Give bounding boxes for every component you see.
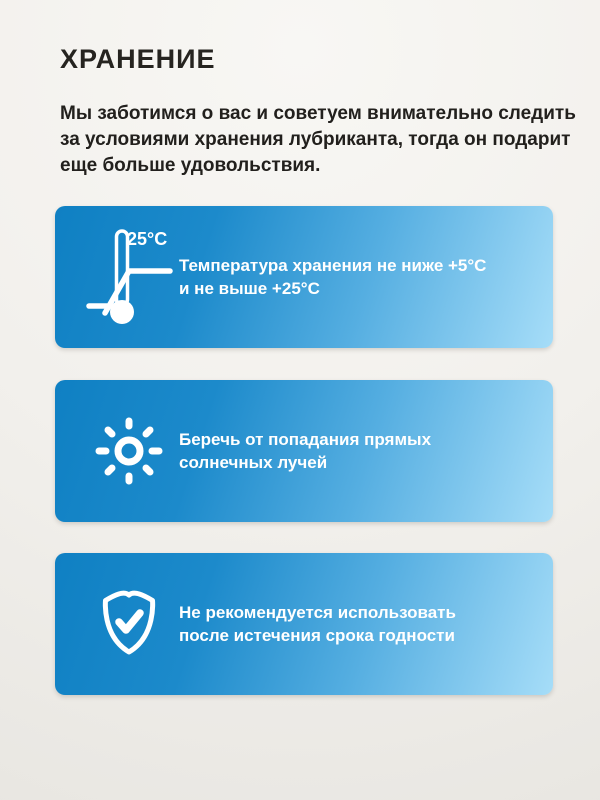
card-sunlight bbox=[55, 380, 553, 522]
sun-icon bbox=[91, 413, 167, 489]
sun-icon-box bbox=[79, 395, 178, 507]
card-expiry-text bbox=[178, 601, 456, 647]
card-text-line: Температура хранения не ниже +5°С bbox=[179, 256, 487, 275]
intro-text bbox=[60, 101, 576, 179]
intro-line: за условиями хранения лубриканта, тогда он подарит bbox=[60, 129, 571, 150]
card-sunlight-text bbox=[178, 428, 431, 474]
card-expiry bbox=[55, 553, 553, 695]
card-text-line: Беречь от попадания прямых bbox=[179, 430, 432, 449]
card-text-line: после истечения срока годности bbox=[179, 626, 455, 645]
shield-icon-box bbox=[79, 568, 178, 680]
intro-line: Мы заботимся о вас и советуем внимательно следить bbox=[60, 103, 576, 124]
thermometer-icon-label: 25°C bbox=[127, 229, 168, 249]
card-text-line: и не выше +25°С bbox=[179, 279, 320, 298]
shield-check-icon bbox=[97, 586, 161, 662]
card-text-line: солнечных лучей bbox=[179, 453, 328, 472]
thermometer-icon-box bbox=[79, 221, 178, 333]
card-temperature bbox=[55, 206, 553, 348]
intro-line: еще больше удовольствия. bbox=[60, 155, 321, 176]
card-temperature-text bbox=[178, 254, 486, 300]
card-text-line: Не рекомендуется использовать bbox=[179, 603, 456, 622]
page-title: ХРАНЕНИЕ bbox=[60, 44, 216, 74]
